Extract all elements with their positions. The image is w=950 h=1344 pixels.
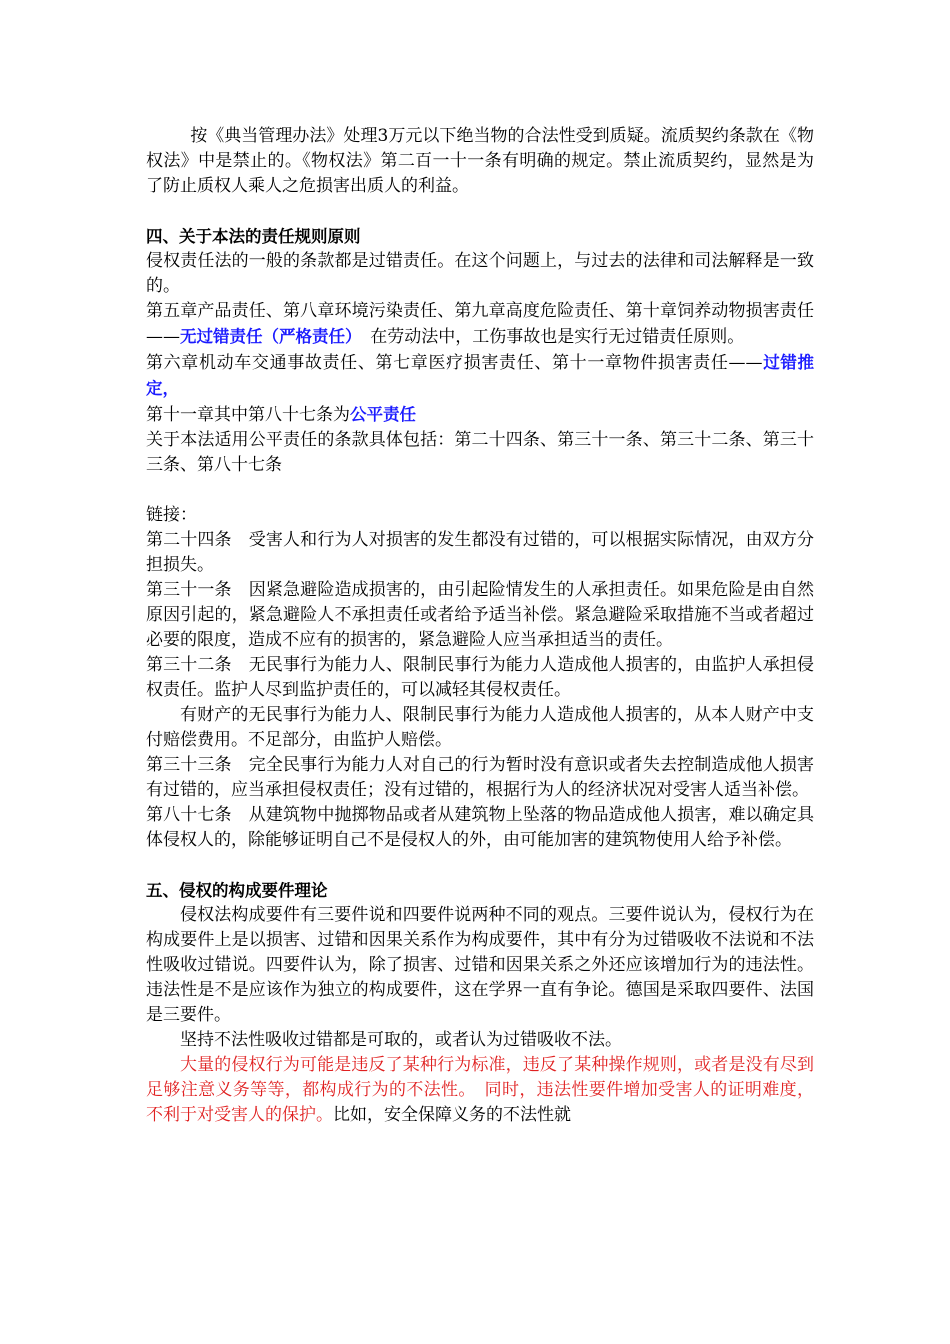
paragraph-pawn-law: 按《典当管理办法》处理3万元以下绝当物的合法性受到质疑。流质契约条款在《物权法》中是禁止的。《物权法》第二百一十一条有明确的规定。禁止流质契约，显然是为了防止质权人乘人之危损害出质人的利益。 [146,126,814,196]
section-5-paragraph-3 [146,1053,814,1128]
strict-liability-emphasis: 无过错责任（严格责任） [180,327,354,346]
section-5-paragraph-1: 侵权法构成要件有三要件说和四要件说两种不同的观点。三要件说认为，侵权行为在构成要件上是以损害、过错和因果关系作为构成要件，其中有分为过错吸收不法说和不法性吸收过错说。四要件认为，除了损害、过错和因果关系之外还应该增加行为的违法性。违法性是不是应该作为独立的构成要件，这在学界一直有争论。德国是采取四要件、法国是三要件。 [146,905,814,1025]
presumed-fault-emphasis: 过错推定， [146,353,815,398]
section-4-heading: 四、关于本法的责任规则原则 [146,227,361,246]
article-32-part-2: 有财产的无民事行为能力人、限制民事行为能力人造成他人损害的，从本人财产中支付赔偿费用。不足部分，由监护人赔偿。 [146,705,814,750]
fair-liability-text: 第十一章其中第八十七条为 [146,405,350,425]
section-5-heading: 五、侵权的构成要件理论 [146,881,328,900]
spacer [146,199,814,224]
article-24: 第二十四条 受害人和行为人对损害的发生都没有过错的，可以根据实际情况，由双方分担损失。 [146,530,814,575]
section-4-paragraph-2 [146,299,814,350]
article-31: 第三十一条 因紧急避险造成损害的，由引起险情发生的人承担责任。如果危险是由自然原因引起的，紧急避险人不承担责任或者给予适当补偿。紧急避险采取措施不当或者超过必要的限度，造成不应有的损害的，紧急避险人应当承担适当的责任。 [146,580,814,650]
presumed-fault-text: 第六章机动车交通事故责任、第七章医疗损害责任、第十一章物件损害责任—— [146,353,763,373]
section-4-paragraph-5: 关于本法适用公平责任的条款具体包括：第二十四条、第三十一条、第三十二条、第三十三条、第八十七条 [146,430,814,475]
spacer [146,478,814,503]
article-32: 第三十二条 无民事行为能力人、限制民事行为能力人造成他人损害的，由监护人承担侵权责任。监护人尽到监护责任的，可以减轻其侵权责任。 [146,655,814,700]
strict-liability-text: 第五章产品责任、第八章环境污染责任、第九章高度危险责任、第十章饲养动物损害责任—— [146,301,814,347]
section-5-paragraph-2: 坚持不法性吸收过错都是可取的，或者认为过错吸收不法。 [180,1030,622,1050]
article-33: 第三十三条 完全民事行为能力人对自己的行为暂时没有意识或者失去控制造成他人损害有过错的，应当承担侵权责任；没有过错的，根据行为人的经济状况对受害人适当补偿。 [146,755,814,800]
section-4-paragraph-4 [146,402,814,428]
links-label: 链接： [146,505,197,525]
section-4-paragraph-3 [146,350,814,402]
illegality-emphasis: 大量的侵权行为可能是违反了某种行为标准，违反了某种操作规则，或者是没有尽到足够注意义务等等，都构成行为的不法性。 同时，违法性要件增加受害人的证明难度，不利于对受害人的保护。 [146,1055,814,1125]
spacer [146,853,814,878]
document-page [146,124,814,1128]
article-87: 第八十七条 从建筑物中抛掷物品或者从建筑物上坠落的物品造成他人损害，难以确定具体侵权人的，除能够证明自己不是侵权人的外，由可能加害的建筑物使用人给予补偿。 [146,805,814,850]
section-4-paragraph-1: 侵权责任法的一般的条款都是过错责任。在这个问题上，与过去的法律和司法解释是一致的。 [146,251,814,296]
strict-liability-tail: 在劳动法中，工伤事故也是实行无过错责任原则。 [353,327,745,347]
fair-liability-emphasis: 公平责任 [350,405,416,424]
illegality-tail: 比如，安全保障义务的不法性就 [333,1105,571,1125]
